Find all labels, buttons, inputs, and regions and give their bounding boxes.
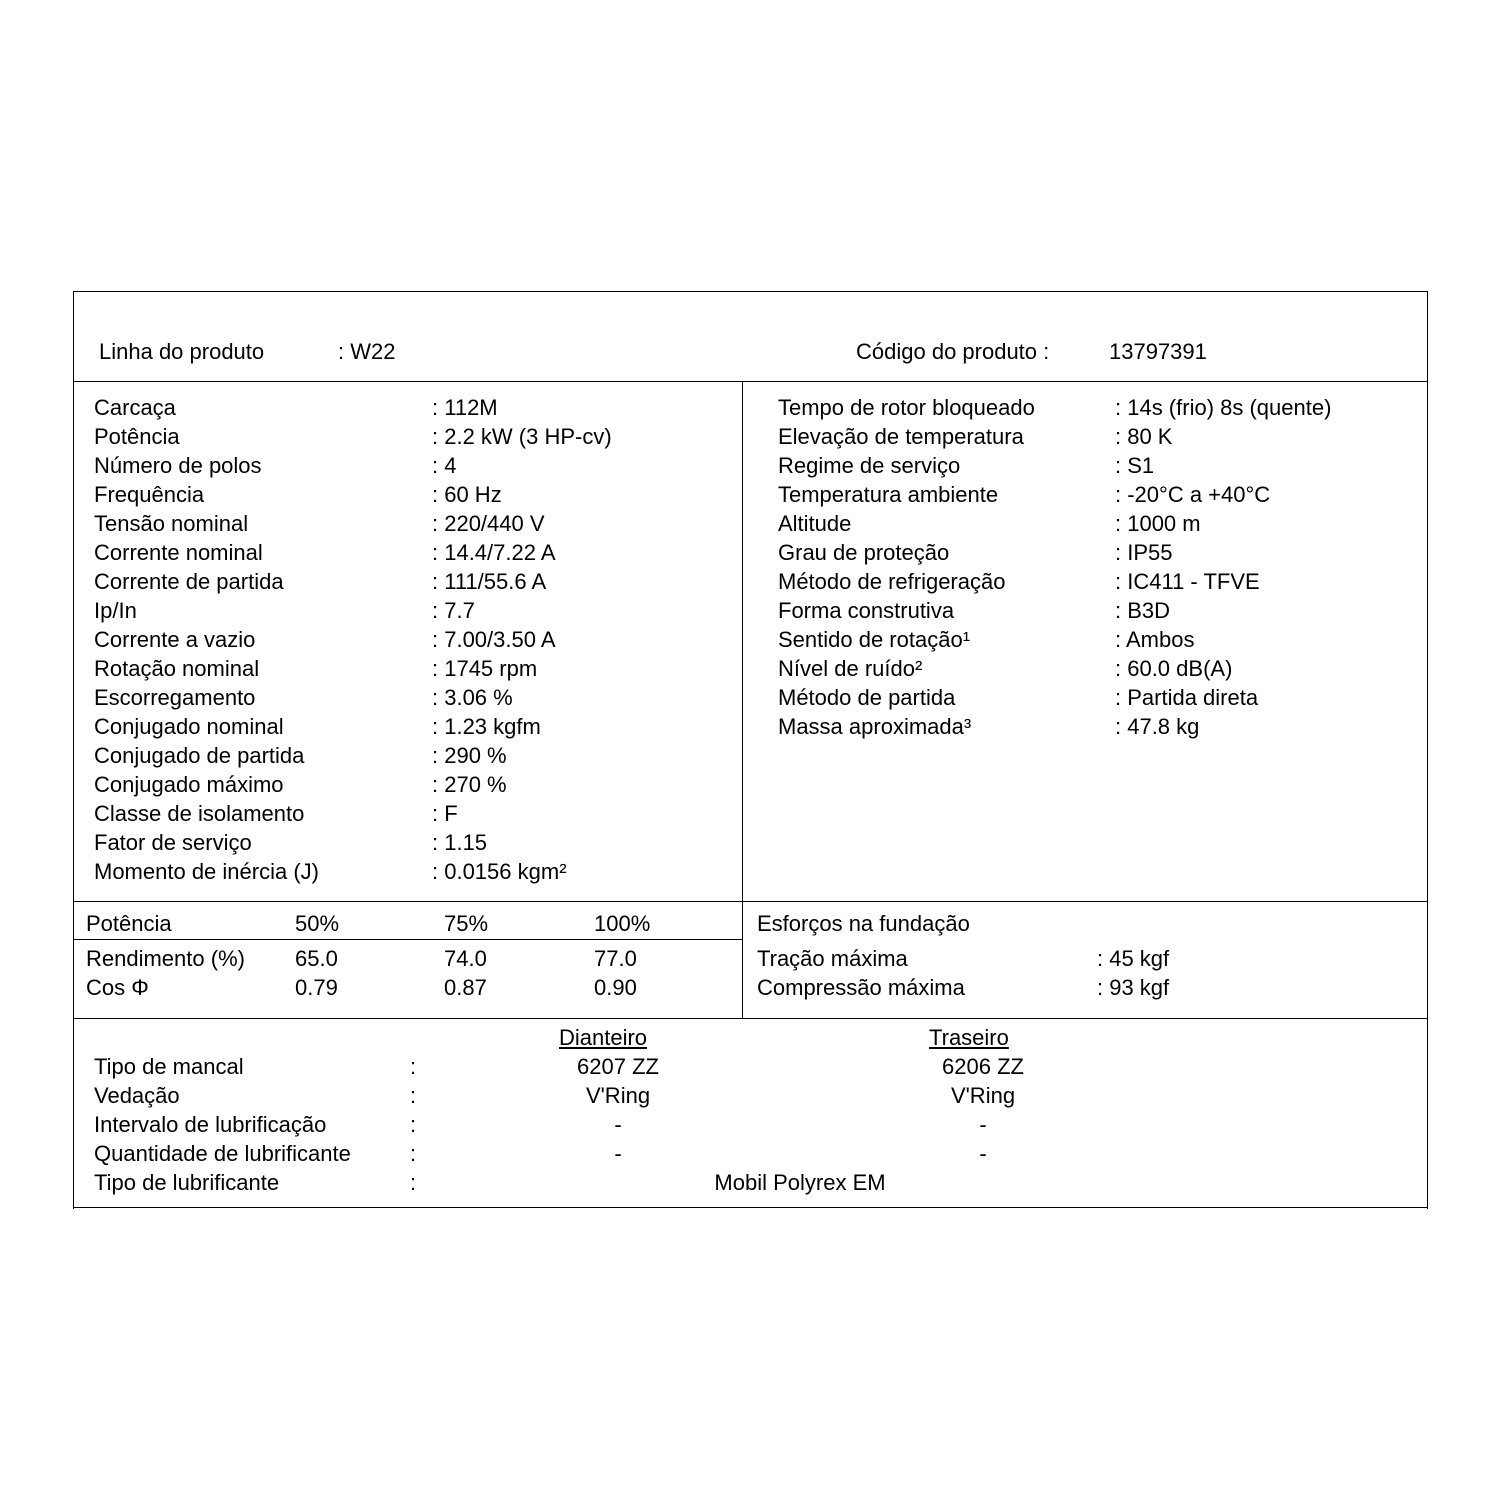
efficiency-50: 65.0 [295, 946, 338, 971]
spec-value: : 80 K [1115, 424, 1173, 449]
bearing-row-label: Intervalo de lubrificação [94, 1112, 327, 1137]
spec-label: Fator de serviço [94, 830, 252, 855]
spec-label: Carcaça [94, 395, 176, 420]
spec-label: Regime de serviço [778, 453, 961, 478]
spec-value: : F [432, 801, 458, 826]
performance-header-50: 50% [295, 911, 340, 936]
bearing-row-colon: : [410, 1083, 417, 1108]
spec-label: Ip/In [94, 598, 137, 623]
spec-label: Escorregamento [94, 685, 256, 710]
bearing-row-colon: : [410, 1141, 417, 1166]
power-factor-100: 0.90 [594, 975, 637, 1000]
spec-value: : 60 Hz [432, 482, 502, 507]
performance-header-100: 100% [594, 911, 651, 936]
spec-value: : 1.23 kgfm [432, 714, 541, 739]
spec-value: : 60.0 dB(A) [1115, 656, 1233, 681]
spec-label: Número de polos [94, 453, 262, 478]
efficiency-75: 74.0 [444, 946, 487, 971]
front-bearing-header: Dianteiro [559, 1025, 648, 1050]
spec-value: : 111/55.6 A [432, 569, 547, 594]
spec-value: : 1.15 [432, 830, 488, 855]
performance-header-75: 75% [444, 911, 489, 936]
performance-divider [73, 901, 1428, 902]
spec-value: : 290 % [432, 743, 507, 768]
bearing-front-value: 6207 ZZ [577, 1054, 659, 1079]
spec-label: Método de partida [778, 685, 956, 710]
spec-value: : 1000 m [1115, 511, 1201, 536]
frame-bottom-border [73, 1207, 1428, 1208]
bearing-front-value: - [614, 1141, 622, 1166]
bearing-rear-value: 6206 ZZ [942, 1054, 1024, 1079]
spec-value: : 2.2 kW (3 HP-cv) [432, 424, 612, 449]
bearings-divider [73, 1018, 1428, 1019]
performance-header-divider [73, 939, 742, 940]
spec-label: Tempo de rotor bloqueado [778, 395, 1035, 420]
lubricant-type-label: Tipo de lubrificante [94, 1170, 280, 1195]
spec-value: : Partida direta [1115, 685, 1259, 710]
power-factor-75: 0.87 [444, 975, 487, 1000]
spec-value: : 7.7 [432, 598, 475, 623]
spec-label: Grau de proteção [778, 540, 950, 565]
spec-label: Potência [94, 424, 180, 449]
spec-value: : 3.06 % [432, 685, 513, 710]
spec-label: Rotação nominal [94, 656, 260, 681]
spec-value: : 220/440 V [432, 511, 545, 536]
header-divider [73, 381, 1428, 382]
bearing-rear-value: - [979, 1141, 987, 1166]
spec-label: Conjugado de partida [94, 743, 305, 768]
spec-label: Classe de isolamento [94, 801, 305, 826]
lubricant-type-value: Mobil Polyrex EM [714, 1170, 886, 1195]
spec-label: Tensão nominal [94, 511, 249, 536]
spec-label: Momento de inércia (J) [94, 859, 319, 884]
spec-label: Corrente nominal [94, 540, 263, 565]
frame-top-border [73, 291, 1428, 292]
spec-label: Frequência [94, 482, 205, 507]
max-traction-value: : 45 kgf [1097, 946, 1170, 971]
spec-value: : IC411 - TFVE [1115, 569, 1260, 594]
spec-label: Corrente de partida [94, 569, 284, 594]
spec-value: : 0.0156 kgm² [432, 859, 567, 884]
frame-left-border [73, 291, 74, 1209]
spec-label: Corrente a vazio [94, 627, 256, 652]
lubricant-type-colon: : [410, 1170, 417, 1195]
bearing-row-label: Tipo de mancal [94, 1054, 244, 1079]
spec-value: : B3D [1115, 598, 1171, 623]
spec-value: : 1745 rpm [432, 656, 538, 681]
max-compression-label: Compressão máxima [757, 975, 965, 1000]
spec-value: : 270 % [432, 772, 507, 797]
spec-value: : 112M [432, 395, 498, 420]
efficiency-100: 77.0 [594, 946, 637, 971]
bearing-rear-value: - [979, 1112, 987, 1137]
spec-label: Nível de ruído² [778, 656, 923, 681]
max-compression-value: : 93 kgf [1097, 975, 1170, 1000]
product-line-value: : W22 [338, 339, 396, 364]
spec-label: Sentido de rotação¹ [778, 627, 971, 652]
spec-value: : Ambos [1115, 627, 1195, 652]
spec-label: Altitude [778, 511, 852, 536]
frame-right-border [1427, 291, 1428, 1209]
column-divider [742, 381, 743, 1019]
power-factor-50: 0.79 [295, 975, 338, 1000]
bearing-front-value: - [614, 1112, 622, 1137]
spec-label: Forma construtiva [778, 598, 955, 623]
bearing-row-colon: : [410, 1054, 417, 1079]
spec-label: Conjugado nominal [94, 714, 284, 739]
bearing-rear-value: V'Ring [950, 1083, 1016, 1108]
spec-value: : 4 [432, 453, 457, 478]
max-traction-label: Tração máxima [757, 946, 908, 971]
spec-label: Temperatura ambiente [778, 482, 999, 507]
rear-bearing-header: Traseiro [929, 1025, 1009, 1050]
bearing-row-label: Vedação [94, 1083, 180, 1108]
efficiency-label: Rendimento (%) [86, 946, 245, 971]
bearing-front-value: V'Ring [585, 1083, 651, 1108]
foundation-title: Esforços na fundação [757, 911, 970, 936]
spec-value: : IP55 [1115, 540, 1173, 565]
product-line-label: Linha do produto [99, 339, 265, 364]
spec-label: Conjugado máximo [94, 772, 284, 797]
bearing-row-label: Quantidade de lubrificante [94, 1141, 351, 1166]
spec-value: : 14.4/7.22 A [432, 540, 556, 565]
product-code-value: 13797391 [1109, 339, 1207, 364]
spec-value: : -20°C a +40°C [1115, 482, 1271, 507]
power-factor-label: Cos Φ [86, 975, 149, 1000]
spec-value: : S1 [1115, 453, 1155, 478]
spec-label: Método de refrigeração [778, 569, 1006, 594]
spec-label: Massa aproximada³ [778, 714, 972, 739]
performance-header-label: Potência [86, 911, 172, 936]
spec-value: : 7.00/3.50 A [432, 627, 556, 652]
spec-value: : 14s (frio) 8s (quente) [1115, 395, 1332, 420]
spec-label: Elevação de temperatura [778, 424, 1024, 449]
spec-value: : 47.8 kg [1115, 714, 1200, 739]
product-code-label: Código do produto : [856, 339, 1050, 364]
bearing-row-colon: : [410, 1112, 417, 1137]
